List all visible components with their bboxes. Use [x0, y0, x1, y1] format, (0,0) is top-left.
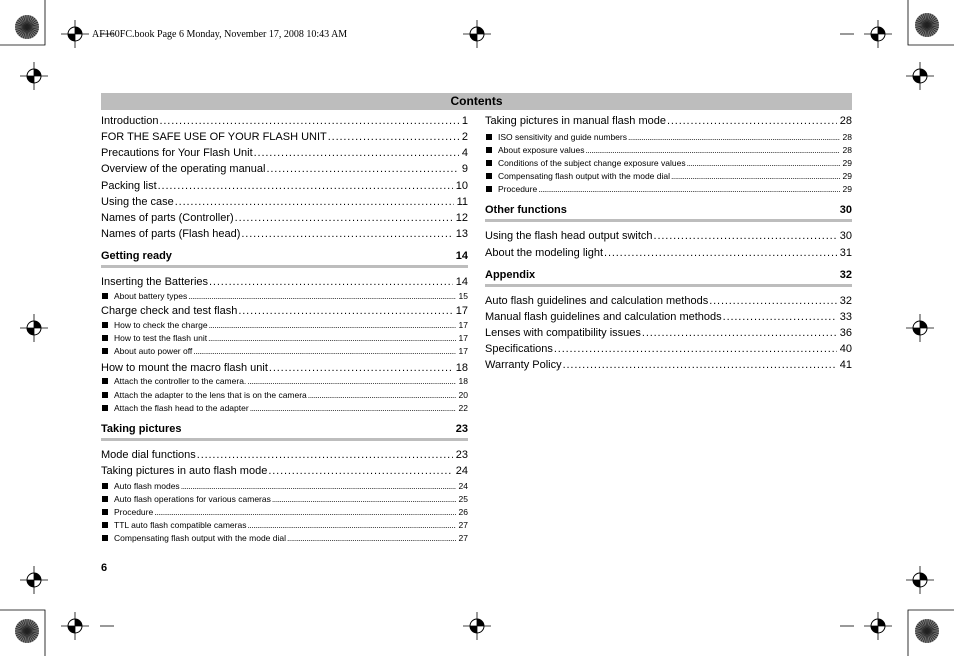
toc-entry — [485, 247, 852, 259]
entry-title: Names of parts (Flash head) — [101, 228, 241, 240]
registration-quadrant — [75, 619, 82, 626]
section-rule — [101, 438, 468, 441]
entry-page: 29 — [842, 158, 852, 168]
registration-quadrant — [913, 328, 920, 335]
entry-page: 14 — [455, 276, 468, 288]
section-title: Taking pictures — [101, 423, 182, 435]
toc-section-heading — [101, 250, 468, 262]
entry-page: 36 — [839, 327, 852, 339]
dot-leader — [154, 507, 455, 517]
entry-page: 30 — [839, 230, 852, 242]
section-title: Appendix — [485, 269, 536, 281]
toc-subentry — [485, 145, 852, 155]
dot-leader — [158, 180, 453, 192]
toc-subentry — [101, 376, 468, 386]
toc-entry — [101, 276, 468, 288]
entry-page: 10 — [455, 180, 468, 192]
entry-title: Charge check and test flash — [101, 305, 238, 317]
dot-leader — [247, 376, 455, 386]
registration-quadrant — [871, 34, 878, 41]
dot-leader — [268, 465, 452, 477]
dot-leader — [604, 247, 837, 259]
registration-quadrant — [34, 573, 41, 580]
dot-leader — [159, 115, 458, 127]
registration-quadrant — [27, 328, 34, 335]
print-header: AF160FC.book Page 6 Monday, November 17, 2008 10:43 AM — [92, 29, 348, 40]
dot-leader — [538, 184, 839, 194]
dot-leader — [287, 533, 456, 543]
entry-page: 20 — [458, 390, 468, 400]
entry-title: Taking pictures in auto flash mode — [101, 465, 268, 477]
entry-page: 27 — [458, 520, 468, 530]
entry-page: 27 — [458, 533, 468, 543]
toc-section-heading — [101, 423, 468, 435]
dot-leader — [269, 362, 453, 374]
registration-quadrant — [920, 573, 927, 580]
entry-title: Procedure — [114, 507, 154, 517]
dot-leader — [254, 147, 459, 159]
dot-leader — [667, 115, 837, 127]
entry-page: 26 — [458, 507, 468, 517]
toc-subentry — [101, 346, 468, 356]
entry-title: How to test the flash unit — [114, 333, 208, 343]
toc-entry — [101, 131, 468, 143]
dot-leader — [208, 333, 455, 343]
dot-leader — [723, 311, 837, 323]
toc-entry — [101, 305, 468, 317]
toc-entry — [101, 147, 468, 159]
entry-page: 31 — [839, 247, 852, 259]
dot-leader — [563, 359, 837, 371]
toc-entry — [101, 465, 468, 477]
dot-leader — [585, 145, 839, 155]
toc-entry — [485, 311, 852, 323]
entry-title: ISO sensitivity and guide numbers — [498, 132, 627, 142]
registration-quadrant — [871, 626, 878, 633]
entry-title: Packing list — [101, 180, 157, 192]
dot-leader — [209, 276, 453, 288]
dot-leader — [709, 295, 837, 307]
dot-leader — [272, 494, 456, 504]
dot-leader — [328, 131, 459, 143]
section-rule — [485, 284, 852, 287]
dot-leader — [308, 390, 456, 400]
toc-entry — [485, 295, 852, 307]
dot-leader — [628, 132, 840, 142]
toc-section-heading — [485, 204, 852, 216]
dot-leader — [654, 230, 837, 242]
entry-page: 17 — [458, 346, 468, 356]
dot-leader — [266, 163, 458, 175]
registration-quadrant — [470, 626, 477, 633]
entry-title: How to check the charge — [114, 320, 208, 330]
entry-page: 9 — [461, 163, 468, 175]
toc-entry — [485, 115, 852, 127]
entry-page: 18 — [455, 362, 468, 374]
entry-title: FOR THE SAFE USE OF YOUR FLASH UNIT — [101, 131, 327, 143]
entry-page: 32 — [839, 295, 852, 307]
toc-section-heading — [485, 269, 852, 281]
dot-leader — [209, 320, 456, 330]
entry-title: About the modeling light — [485, 247, 604, 259]
page-title: Contents — [101, 93, 852, 110]
section-title: Other functions — [485, 204, 567, 216]
entry-page: 17 — [455, 305, 468, 317]
entry-page: 4 — [461, 147, 468, 159]
entry-title: TTL auto flash compatible cameras — [114, 520, 247, 530]
toc-subentry — [485, 184, 852, 194]
section-page: 23 — [455, 423, 468, 435]
dot-leader — [197, 449, 453, 461]
toc-subentry — [101, 520, 468, 530]
dot-leader — [250, 403, 456, 413]
entry-page: 2 — [461, 131, 468, 143]
toc-entry — [485, 343, 852, 355]
toc-subentry — [101, 390, 468, 400]
toc-entry — [101, 449, 468, 461]
entry-page: 18 — [458, 376, 468, 386]
entry-page: 29 — [842, 184, 852, 194]
entry-title: Inserting the Batteries — [101, 276, 209, 288]
entry-page: 17 — [458, 320, 468, 330]
entry-page: 15 — [458, 291, 468, 301]
entry-page: 13 — [455, 228, 468, 240]
section-rule — [485, 219, 852, 222]
toc-subentry — [101, 494, 468, 504]
registration-quadrant — [470, 34, 477, 41]
registration-quadrant — [34, 321, 41, 328]
registration-quadrant — [920, 69, 927, 76]
dot-leader — [642, 327, 837, 339]
toc-subentry — [101, 533, 468, 543]
entry-title: Mode dial functions — [101, 449, 196, 461]
toc-entry — [101, 228, 468, 240]
dot-leader — [235, 212, 453, 224]
entry-title: How to mount the macro flash unit — [101, 362, 268, 374]
toc-entry — [485, 327, 852, 339]
entry-title: Using the flash head output switch — [485, 230, 653, 242]
registration-quadrant — [913, 580, 920, 587]
toc-entry — [101, 163, 468, 175]
entry-title: Auto flash modes — [114, 481, 180, 491]
entry-title: About exposure values — [498, 145, 585, 155]
toc-entry — [101, 196, 468, 208]
entry-title: Procedure — [498, 184, 538, 194]
entry-title: About battery types — [114, 291, 188, 301]
registration-quadrant — [68, 34, 75, 41]
toc-subentry — [101, 320, 468, 330]
entry-page: 17 — [458, 333, 468, 343]
registration-quadrant — [878, 619, 885, 626]
entry-page: 29 — [842, 171, 852, 181]
entry-page: 23 — [455, 449, 468, 461]
entry-page: 24 — [458, 481, 468, 491]
registration-quadrant — [27, 580, 34, 587]
dot-leader — [241, 228, 452, 240]
entry-title: Overview of the operating manual — [101, 163, 266, 175]
entry-title: Auto flash guidelines and calculation methods — [485, 295, 709, 307]
dot-leader — [181, 481, 456, 491]
registration-quadrant — [477, 27, 484, 34]
registration-quadrant — [27, 76, 34, 83]
toc-entry — [101, 212, 468, 224]
toc-entry — [101, 115, 468, 127]
section-title: Getting ready — [101, 250, 172, 262]
entry-title: Warranty Policy — [485, 359, 562, 371]
section-page: 32 — [839, 269, 852, 281]
registration-quadrant — [75, 27, 82, 34]
entry-title: Attach the flash head to the adapter — [114, 403, 249, 413]
toc-subentry — [101, 403, 468, 413]
entry-title: Precautions for Your Flash Unit — [101, 147, 253, 159]
page-number: 6 — [101, 562, 108, 574]
entry-title: Compensating flash output with the mode dial — [114, 533, 286, 543]
entry-page: 40 — [839, 343, 852, 355]
toc-subentry — [485, 158, 852, 168]
entry-title: Specifications — [485, 343, 553, 355]
registration-quadrant — [68, 626, 75, 633]
toc-entry — [101, 362, 468, 374]
toc-subentry — [101, 481, 468, 491]
entry-page: 28 — [842, 132, 852, 142]
entry-page: 28 — [839, 115, 852, 127]
toc-subentry — [101, 291, 468, 301]
entry-page: 28 — [842, 145, 852, 155]
toc-entry — [485, 359, 852, 371]
toc-entry — [101, 180, 468, 192]
dot-leader — [687, 158, 840, 168]
registration-quadrant — [477, 619, 484, 626]
entry-page: 22 — [458, 403, 468, 413]
entry-title: Lenses with compatibility issues — [485, 327, 641, 339]
entry-page: 11 — [456, 196, 468, 208]
registration-quadrant — [34, 69, 41, 76]
entry-title: About auto power off — [114, 346, 193, 356]
dot-leader — [247, 520, 455, 530]
entry-title: Names of parts (Controller) — [101, 212, 234, 224]
entry-title: Attach the controller to the camera. — [114, 376, 247, 386]
entry-title: Conditions of the subject change exposure values — [498, 158, 686, 168]
dot-leader — [193, 346, 455, 356]
entry-title: Manual flash guidelines and calculation methods — [485, 311, 722, 323]
entry-page: 25 — [458, 494, 468, 504]
dot-leader — [671, 171, 840, 181]
section-page: 30 — [839, 204, 852, 216]
entry-title: Taking pictures in manual flash mode — [485, 115, 666, 127]
dot-leader — [188, 291, 455, 301]
toc-subentry — [485, 132, 852, 142]
entry-page: 12 — [455, 212, 468, 224]
entry-page: 1 — [461, 115, 468, 127]
registration-quadrant — [878, 27, 885, 34]
entry-title: Compensating flash output with the mode dial — [498, 171, 670, 181]
toc-subentry — [485, 171, 852, 181]
dot-leader — [175, 196, 454, 208]
entry-title: Introduction — [101, 115, 159, 127]
toc-subentry — [101, 507, 468, 517]
registration-quadrant — [913, 76, 920, 83]
registration-quadrant — [920, 321, 927, 328]
toc-entry — [485, 230, 852, 242]
entry-page: 24 — [455, 465, 468, 477]
entry-page: 41 — [839, 359, 852, 371]
entry-title: Attach the adapter to the lens that is on the camera — [114, 390, 307, 400]
section-page: 14 — [455, 250, 468, 262]
entry-page: 33 — [839, 311, 852, 323]
toc-subentry — [101, 333, 468, 343]
section-rule — [101, 265, 468, 268]
entry-title: Auto flash operations for various cameras — [114, 494, 271, 504]
dot-leader — [238, 305, 452, 317]
dot-leader — [554, 343, 837, 355]
entry-title: Using the case — [101, 196, 174, 208]
